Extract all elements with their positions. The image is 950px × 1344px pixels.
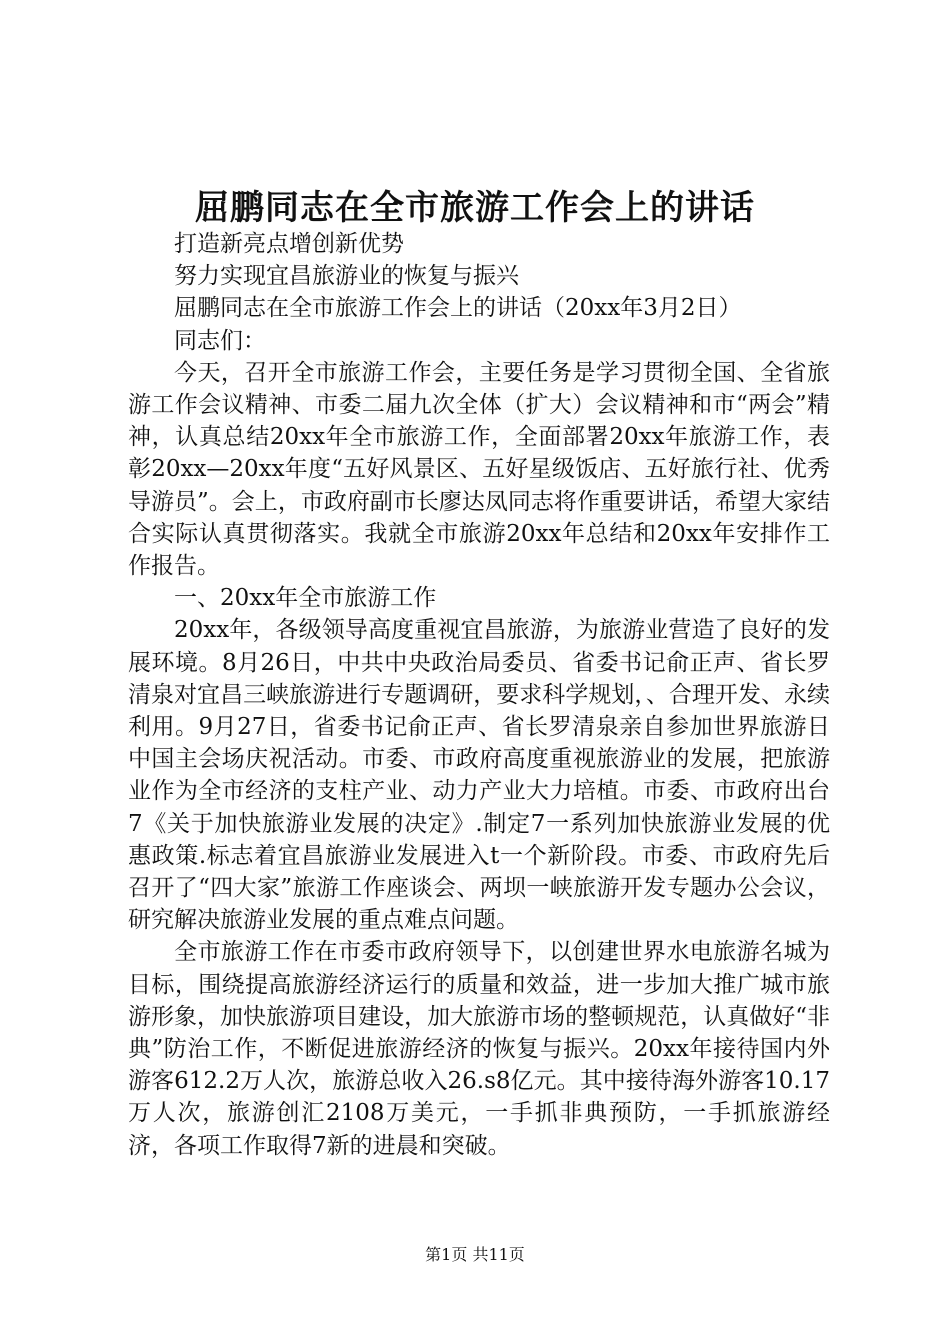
- subtitle-line-2: 努力实现宜昌旅游业的恢复与振兴: [174, 263, 519, 290]
- subtitle-line-3: 屈鹏同志在全市旅游工作会上的讲话（20xx年3月2日）: [174, 295, 742, 322]
- salutation: 同志们：: [174, 327, 266, 354]
- paragraph-leadership: 20xx年，各级领导高度重视宜昌旅游，为旅游业营造了良好的发展环境。8月26日，中共中央政治局委员、省委书记俞正声、省长罗清泉对宜昌三峡旅游进行专题调研，要求科学规划，、合理开发、永续利用。9月27日，省委书记俞正声、省长罗清泉亲自参加世界旅游日中国主会场庆祝活动。市委、市政府高度重视旅游业的发展，把旅游业作为全市经济的支柱产业、动力产业大力培植。市委、市政府出台7《关于加快旅游业发展的决定》.制定7一系列加快旅游业发展的优惠政策.标志着宜昌旅游业发展进入t一个新阶段。市委、市政府先后召开了“四大家”旅游工作座谈会、两坝一峡旅游开发专题办公会议，研究解决旅游业发展的重点难点问题。: [128, 617, 830, 934]
- document-body: [128, 228, 830, 1162]
- page-footer: 第1页 共11页: [425, 1245, 525, 1264]
- subtitle-line-1: 打造新亮点增创新优势: [174, 231, 404, 257]
- paragraph-opening: 今天，召开全市旅游工作会，主要任务是学习贯彻全国、全省旅游工作会议精神、市委二届九次全体（扩大）会议精神和市“两会”精神，认真总结20xx年全市旅游工作，全面部署20xx年旅游工作，表彰20xx—20xx年度“五好风景区、五好星级饭店、五好旅行社、优秀导游员”。会上，市政府副市长廖达凤同志将作重要讲话，希望大家结合实际认真贯彻落实。我就全市旅游20xx年总结和20xx年安排作工作报告。: [128, 359, 830, 580]
- paragraph-results: 全市旅游工作在市委市政府领导下，以创建世界水电旅游名城为目标，围绕提高旅游经济运行的质量和效益，进一步加大推广城市旅游形象，加快旅游项目建设，加大旅游市场的整顿规范，认真做好“非典”防治工作，不断促进旅游经济的恢复与振兴。20xx年接待国内外游客612.2万人次，旅游总收入26.s8亿元。其中接待海外游客10.17万人次，旅游创汇2108万美元，一手抓非典预防，一手抓旅游经济，各项工作取得7新的进晨和突破。: [128, 939, 830, 1159]
- page-title: 屈鹏同志在全市旅游工作会上的讲话: [195, 188, 755, 228]
- section-heading: 一、20xx年全市旅游工作: [174, 585, 437, 612]
